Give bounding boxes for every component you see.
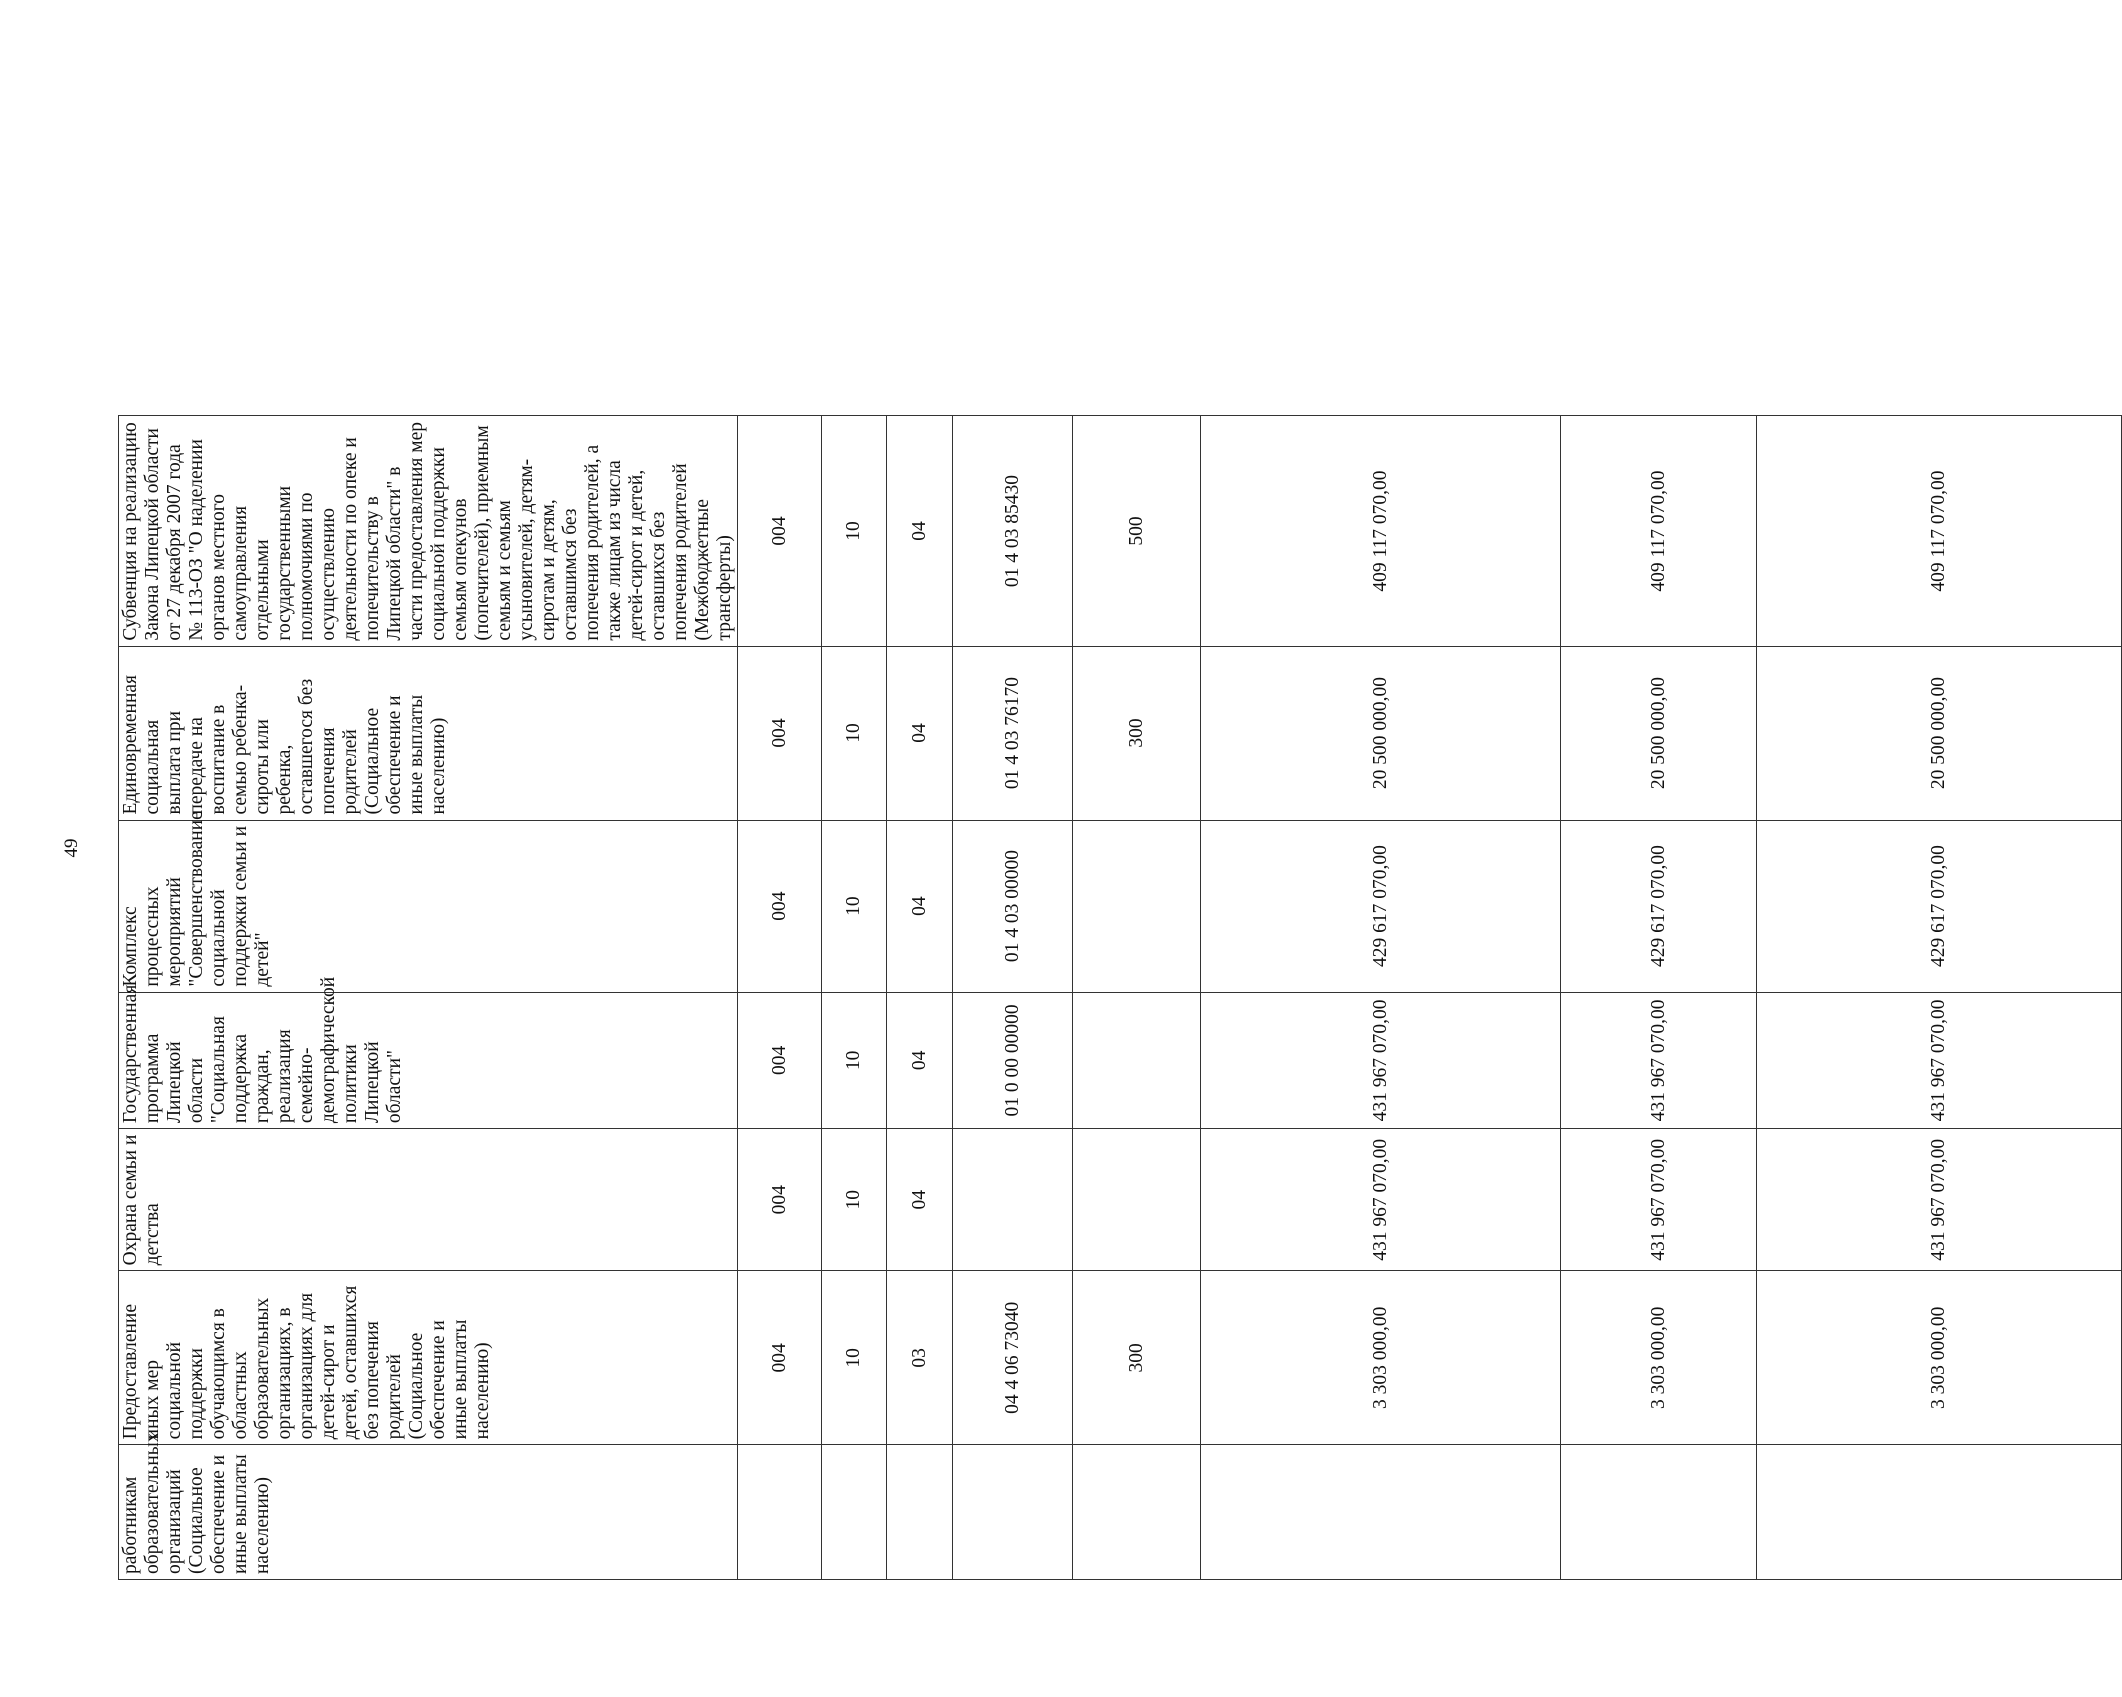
cell-pr: 04 <box>887 416 953 646</box>
cell-pr: 04 <box>887 992 953 1129</box>
cell-vr: 300 <box>1073 1271 1201 1445</box>
cell-sum-2: 429 617 070,00 <box>1561 820 1757 992</box>
cell-rz: 10 <box>822 1129 887 1271</box>
cell-sum-1: 431 967 070,00 <box>1201 1129 1561 1271</box>
cell-sum-2: 409 117 070,00 <box>1561 416 1757 646</box>
cell-rz: 10 <box>822 820 887 992</box>
cell-pr: 04 <box>887 820 953 992</box>
cell-vr <box>1073 1445 1201 1580</box>
table-field-row-rz <box>822 61 887 1580</box>
table-field-row-sum2 <box>1561 61 1757 1580</box>
cell-sum-2: 431 967 070,00 <box>1561 992 1757 1129</box>
cell-sum-3: 431 967 070,00 <box>1757 992 2122 1129</box>
budget-table <box>118 60 2122 1580</box>
cell-ved: 004 <box>738 646 822 820</box>
cell-name: работникам образовательных организаций (Социальное обеспечение и иные выплаты населению) <box>119 1445 738 1580</box>
cell-sum-1: 3 303 000,00 <box>1201 1271 1561 1445</box>
cell-sum-1 <box>1201 1445 1561 1580</box>
cell-sum-2: 20 500 000,00 <box>1561 646 1757 820</box>
cell-vr <box>1073 992 1201 1129</box>
cell-vr: 300 <box>1073 646 1201 820</box>
cell-vr <box>1073 820 1201 992</box>
cell-pr <box>887 1445 953 1580</box>
cell-rz: 10 <box>822 416 887 646</box>
cell-vr: 500 <box>1073 416 1201 646</box>
table-field-row-pr <box>887 61 953 1580</box>
cell-name: Государственная программа Липецкой области "Социальная поддержка граждан, реализация семейно-демографической политики Липецкой области" <box>119 992 738 1129</box>
cell-csr: 01 4 03 76170 <box>953 646 1073 820</box>
cell-sum-3: 3 303 000,00 <box>1757 1271 2122 1445</box>
cell-csr <box>953 1445 1073 1580</box>
cell-csr <box>953 1129 1073 1271</box>
table-field-row-vr <box>1073 61 1201 1580</box>
cell-rz <box>822 1445 887 1580</box>
cell-sum-1: 20 500 000,00 <box>1201 646 1561 820</box>
cell-pr: 03 <box>887 1271 953 1445</box>
cell-sum-2: 3 303 000,00 <box>1561 1271 1757 1445</box>
cell-ved <box>738 1445 822 1580</box>
cell-vr <box>1073 1129 1201 1271</box>
cell-name: Комплекс процессных мероприятий "Совершенствование социальной поддержки семьи и детей" <box>119 820 738 992</box>
table-field-row-sum1 <box>1201 61 1561 1580</box>
cell-csr: 01 4 03 00000 <box>953 820 1073 992</box>
cell-rz: 10 <box>822 992 887 1129</box>
cell-csr: 04 4 06 73040 <box>953 1271 1073 1445</box>
cell-ved: 004 <box>738 1129 822 1271</box>
cell-sum-2: 431 967 070,00 <box>1561 1129 1757 1271</box>
cell-pr: 04 <box>887 1129 953 1271</box>
rotated-table-container <box>118 60 1949 1580</box>
cell-ved: 004 <box>738 992 822 1129</box>
cell-pr: 04 <box>887 646 953 820</box>
page-number: 49 <box>61 838 82 858</box>
table-field-row-ved <box>738 61 822 1580</box>
cell-sum-3: 429 617 070,00 <box>1757 820 2122 992</box>
cell-sum-1: 431 967 070,00 <box>1201 992 1561 1129</box>
cell-ved: 004 <box>738 820 822 992</box>
cell-rz: 10 <box>822 646 887 820</box>
cell-ved: 004 <box>738 1271 822 1445</box>
cell-sum-3 <box>1757 1445 2122 1580</box>
cell-name: Охрана семьи и детства <box>119 1129 738 1271</box>
cell-name: Единовременная социальная выплата при передаче на воспитание в семью ребенка-сироты или ребенка, оставшегося без попечения родителей (Социальное обеспечение и иные выплаты населению) <box>119 646 738 820</box>
cell-name: Предоставление иных мер социальной поддержки обучающимся в областных образовательных организациях, в организациях для детей-сирот и детей, оставшихся без попечения родителей (Социальное обеспечение и иные выплаты населению) <box>119 1271 738 1445</box>
cell-sum-3: 409 117 070,00 <box>1757 416 2122 646</box>
table-field-row-sum3 <box>1757 61 2122 1580</box>
cell-sum-3: 20 500 000,00 <box>1757 646 2122 820</box>
table-body <box>119 61 2122 1580</box>
cell-ved: 004 <box>738 416 822 646</box>
cell-sum-2 <box>1561 1445 1757 1580</box>
cell-sum-3: 431 967 070,00 <box>1757 1129 2122 1271</box>
cell-sum-1: 429 617 070,00 <box>1201 820 1561 992</box>
cell-csr: 01 4 03 85430 <box>953 416 1073 646</box>
table-field-row-name <box>119 61 738 1580</box>
table-field-row-csr <box>953 61 1073 1580</box>
cell-rz: 10 <box>822 1271 887 1445</box>
cell-csr: 01 0 00 00000 <box>953 992 1073 1129</box>
cell-sum-1: 409 117 070,00 <box>1201 416 1561 646</box>
cell-name: Субвенция на реализацию Закона Липецкой области от 27 декабря 2007 года № 113-ОЗ "О наделении органов местного самоуправления отдельными государственными полномочиями по осуществлению деятельности по опеке и попечительству в Липецкой области" в части предоставления мер социальной поддержки семьям опекунов (попечителей), приемным семьям и семьям усыновителей, детям-сиротам и детям, оставшимся без попечения родителей, а также лицам из числа детей-сирот и детей, оставшихся без попечения родителей (Межбюджетные трансферты) <box>119 416 738 646</box>
